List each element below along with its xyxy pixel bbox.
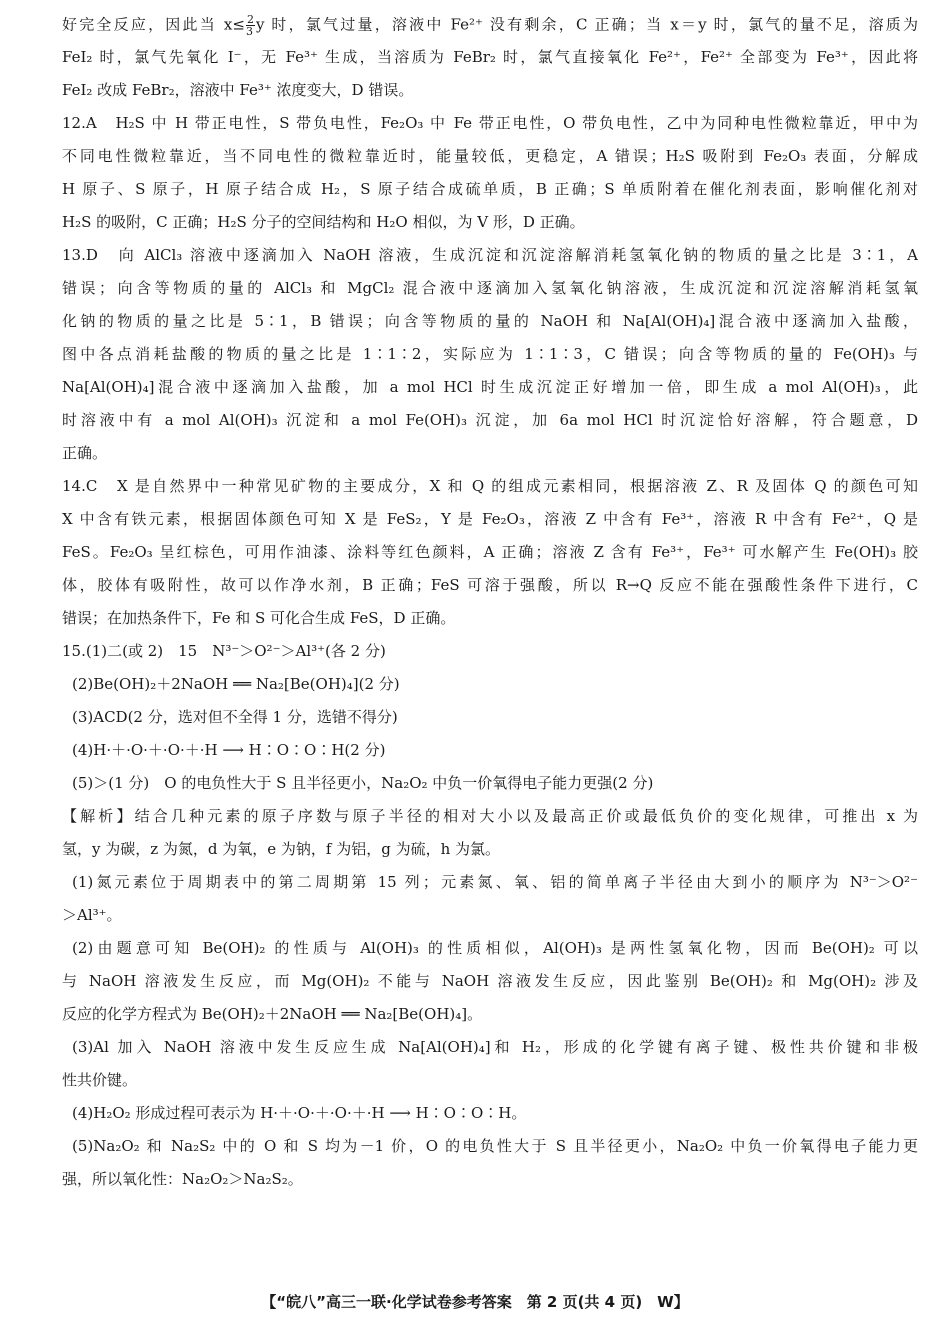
text-line: 性共价键。 <box>62 1071 138 1089</box>
text-line: 时溶液中有 a mol Al(OH)₃ 沉淀和 a mol Fe(OH)₃ 沉淀，加 6a mol HCl 时沉淀恰好溶解，符合题意，D <box>62 411 918 429</box>
text-line: 氢，y 为碳，z 为氮，d 为氧，e 为钠，f 为铝，g 为硫，h 为氯。 <box>62 840 501 858</box>
text-line: 化钠的物质的量之比是 5∶1，B 错误；向含等物质的量的 NaOH 和 Na[Al(OH)₄]混合液中逐滴加入盐酸， <box>62 312 918 330</box>
fraction: $\frac{2}{3}$ <box>245 14 254 38</box>
text-line: ＞Al³⁺。 <box>62 906 122 924</box>
answer-text <box>62 14 918 1202</box>
page-footer: 【“皖八”高三一联·化学试卷参考答案 第 2 页(共 4 页) W】 <box>261 1293 689 1311</box>
text-line: X 中含有铁元素，根据固体颜色可知 X 是 FeS₂，Y 是 Fe₂O₃，溶液 Z 中含有 Fe³⁺，溶液 R 中含有 Fe²⁺，Q 是 <box>62 510 918 528</box>
text-line: FeI₂ 时，氯气先氧化 I⁻，无 Fe³⁺ 生成，当溶质为 FeBr₂ 时，氯气直接氧化 Fe²⁺，Fe²⁺ 全部变为 Fe³⁺，因此将 <box>62 48 918 66</box>
text-line: 不同电性微粒靠近，当不同电性的微粒靠近时，能量较低，更稳定，A 错误；H₂S 吸附到 Fe₂O₃ 表面，分解成 <box>62 147 918 165</box>
text-line: (2)由题意可知 Be(OH)₂ 的性质与 Al(OH)₃ 的性质相似，Al(OH)₃ 是两性氢氧化物，因而 Be(OH)₂ 可以 <box>72 939 918 957</box>
text-line: 好完全反应，因此当 x≤ $\frac{2}{3}$ y 时，氯气过量，溶液中 Fe²⁺ 没有剩余，C 正确；当 x＝y 时，氯气的量不足，溶质为 <box>62 14 918 38</box>
text-line: 错误；在加热条件下，Fe 和 S 可化合生成 FeS，D 正确。 <box>62 609 456 627</box>
text-line: 正确。 <box>62 444 108 462</box>
question-13-line: 13.D 向 AlCl₃ 溶液中逐滴加入 NaOH 溶液，生成沉淀和沉淀溶解消耗氢氧化钠的物质的量之比是 3∶1，A <box>62 246 918 264</box>
text-line: 强，所以氧化性：Na₂O₂＞Na₂S₂。 <box>62 1170 303 1188</box>
question-12-line: 12.A H₂S 中 H 带正电性，S 带负电性，Fe₂O₃ 中 Fe 带正电性，O 带负电性，乙中为同种电性微粒靠近，甲中为 <box>62 114 918 132</box>
text-line: (3)Al 加入 NaOH 溶液中发生反应生成 Na[Al(OH)₄]和 H₂，形成的化学键有离子键、极性共价键和非极 <box>72 1038 918 1056</box>
text-line: 反应的化学方程式为 Be(OH)₂＋2NaOH ══ Na₂[Be(OH)₄]。 <box>62 1005 483 1023</box>
text-line: 体，胶体有吸附性，故可以作净水剂，B 正确；FeS 可溶于强酸，所以 R→Q 反应不能在强酸性条件下进行，C <box>62 576 918 594</box>
question-14-line: 14.C X 是自然界中一种常见矿物的主要成分，X 和 Q 的组成元素相同，根据溶液 Z、R 及固体 Q 的颜色可知 <box>62 477 918 495</box>
text-line: H 原子、S 原子，H 原子结合成 H₂，S 原子结合成硫单质，B 正确；S 单质附着在催化剂表面，影响催化剂对 <box>62 180 918 198</box>
text-line: (5)Na₂O₂ 和 Na₂S₂ 中的 O 和 S 均为－1 价，O 的电负性大于 S 且半径更小，Na₂O₂ 中负一价氧得电子能力更 <box>72 1137 918 1155</box>
text-line: 错误；向含等物质的量的 AlCl₃ 和 MgCl₂ 混合液中逐滴加入氢氧化钠溶液，生成沉淀和沉淀溶解消耗氢氧 <box>62 279 918 297</box>
answer-line: (5)＞(1 分) O 的电负性大于 S 且半径更小，Na₂O₂ 中负一价氧得电子能力更强(2 分) <box>72 774 654 792</box>
answer-line: (4)H·＋·O·＋·O·＋·H ⟶ H∶O∶O∶H(2 分) <box>72 741 386 759</box>
analysis-line: 【解析】结合几种元素的原子序数与原子半径的相对大小以及最高正价或最低负价的变化规律，可推出 x 为 <box>62 807 918 825</box>
text-line: FeS。Fe₂O₃ 呈红棕色，可用作油漆、涂料等红色颜料，A 正确；溶液 Z 含有 Fe³⁺，Fe³⁺ 可水解产生 Fe(OH)₃ 胶 <box>62 543 918 561</box>
text-line: (1)氮元素位于周期表中的第二周期第 15 列；元素氮、氧、铝的简单离子半径由大到小的顺序为 N³⁻＞O²⁻ <box>72 873 918 891</box>
answer-line: (2)Be(OH)₂＋2NaOH ══ Na₂[Be(OH)₄](2 分) <box>72 675 400 693</box>
question-15-line: 15.(1)二(或 2) 15 N³⁻＞O²⁻＞Al³⁺(各 2 分) <box>62 642 386 660</box>
text-line: Na[Al(OH)₄]混合液中逐滴加入盐酸，加 a mol HCl 时生成沉淀正好增加一倍，即生成 a mol Al(OH)₃，此 <box>62 378 918 396</box>
text-line: 图中各点消耗盐酸的物质的量之比是 1∶1∶2，实际应为 1∶1∶3，C 错误；向含等物质的量的 Fe(OH)₃ 与 <box>62 345 918 363</box>
answer-line: (3)ACD(2 分，选对但不全得 1 分，选错不得分) <box>72 708 398 726</box>
text-line: FeI₂ 改成 FeBr₂，溶液中 Fe³⁺ 浓度变大，D 错误。 <box>62 81 414 99</box>
text-line: H₂S 的吸附，C 正确；H₂S 分子的空间结构和 H₂O 相似，为 V 形，D 正确。 <box>62 213 585 231</box>
text-line: (4)H₂O₂ 形成过程可表示为 H·＋·O·＋·O·＋·H ⟶ H∶O∶O∶H。 <box>72 1104 527 1122</box>
text-line: 与 NaOH 溶液发生反应，而 Mg(OH)₂ 不能与 NaOH 溶液发生反应，因此鉴别 Be(OH)₂ 和 Mg(OH)₂ 涉及 <box>62 972 918 990</box>
